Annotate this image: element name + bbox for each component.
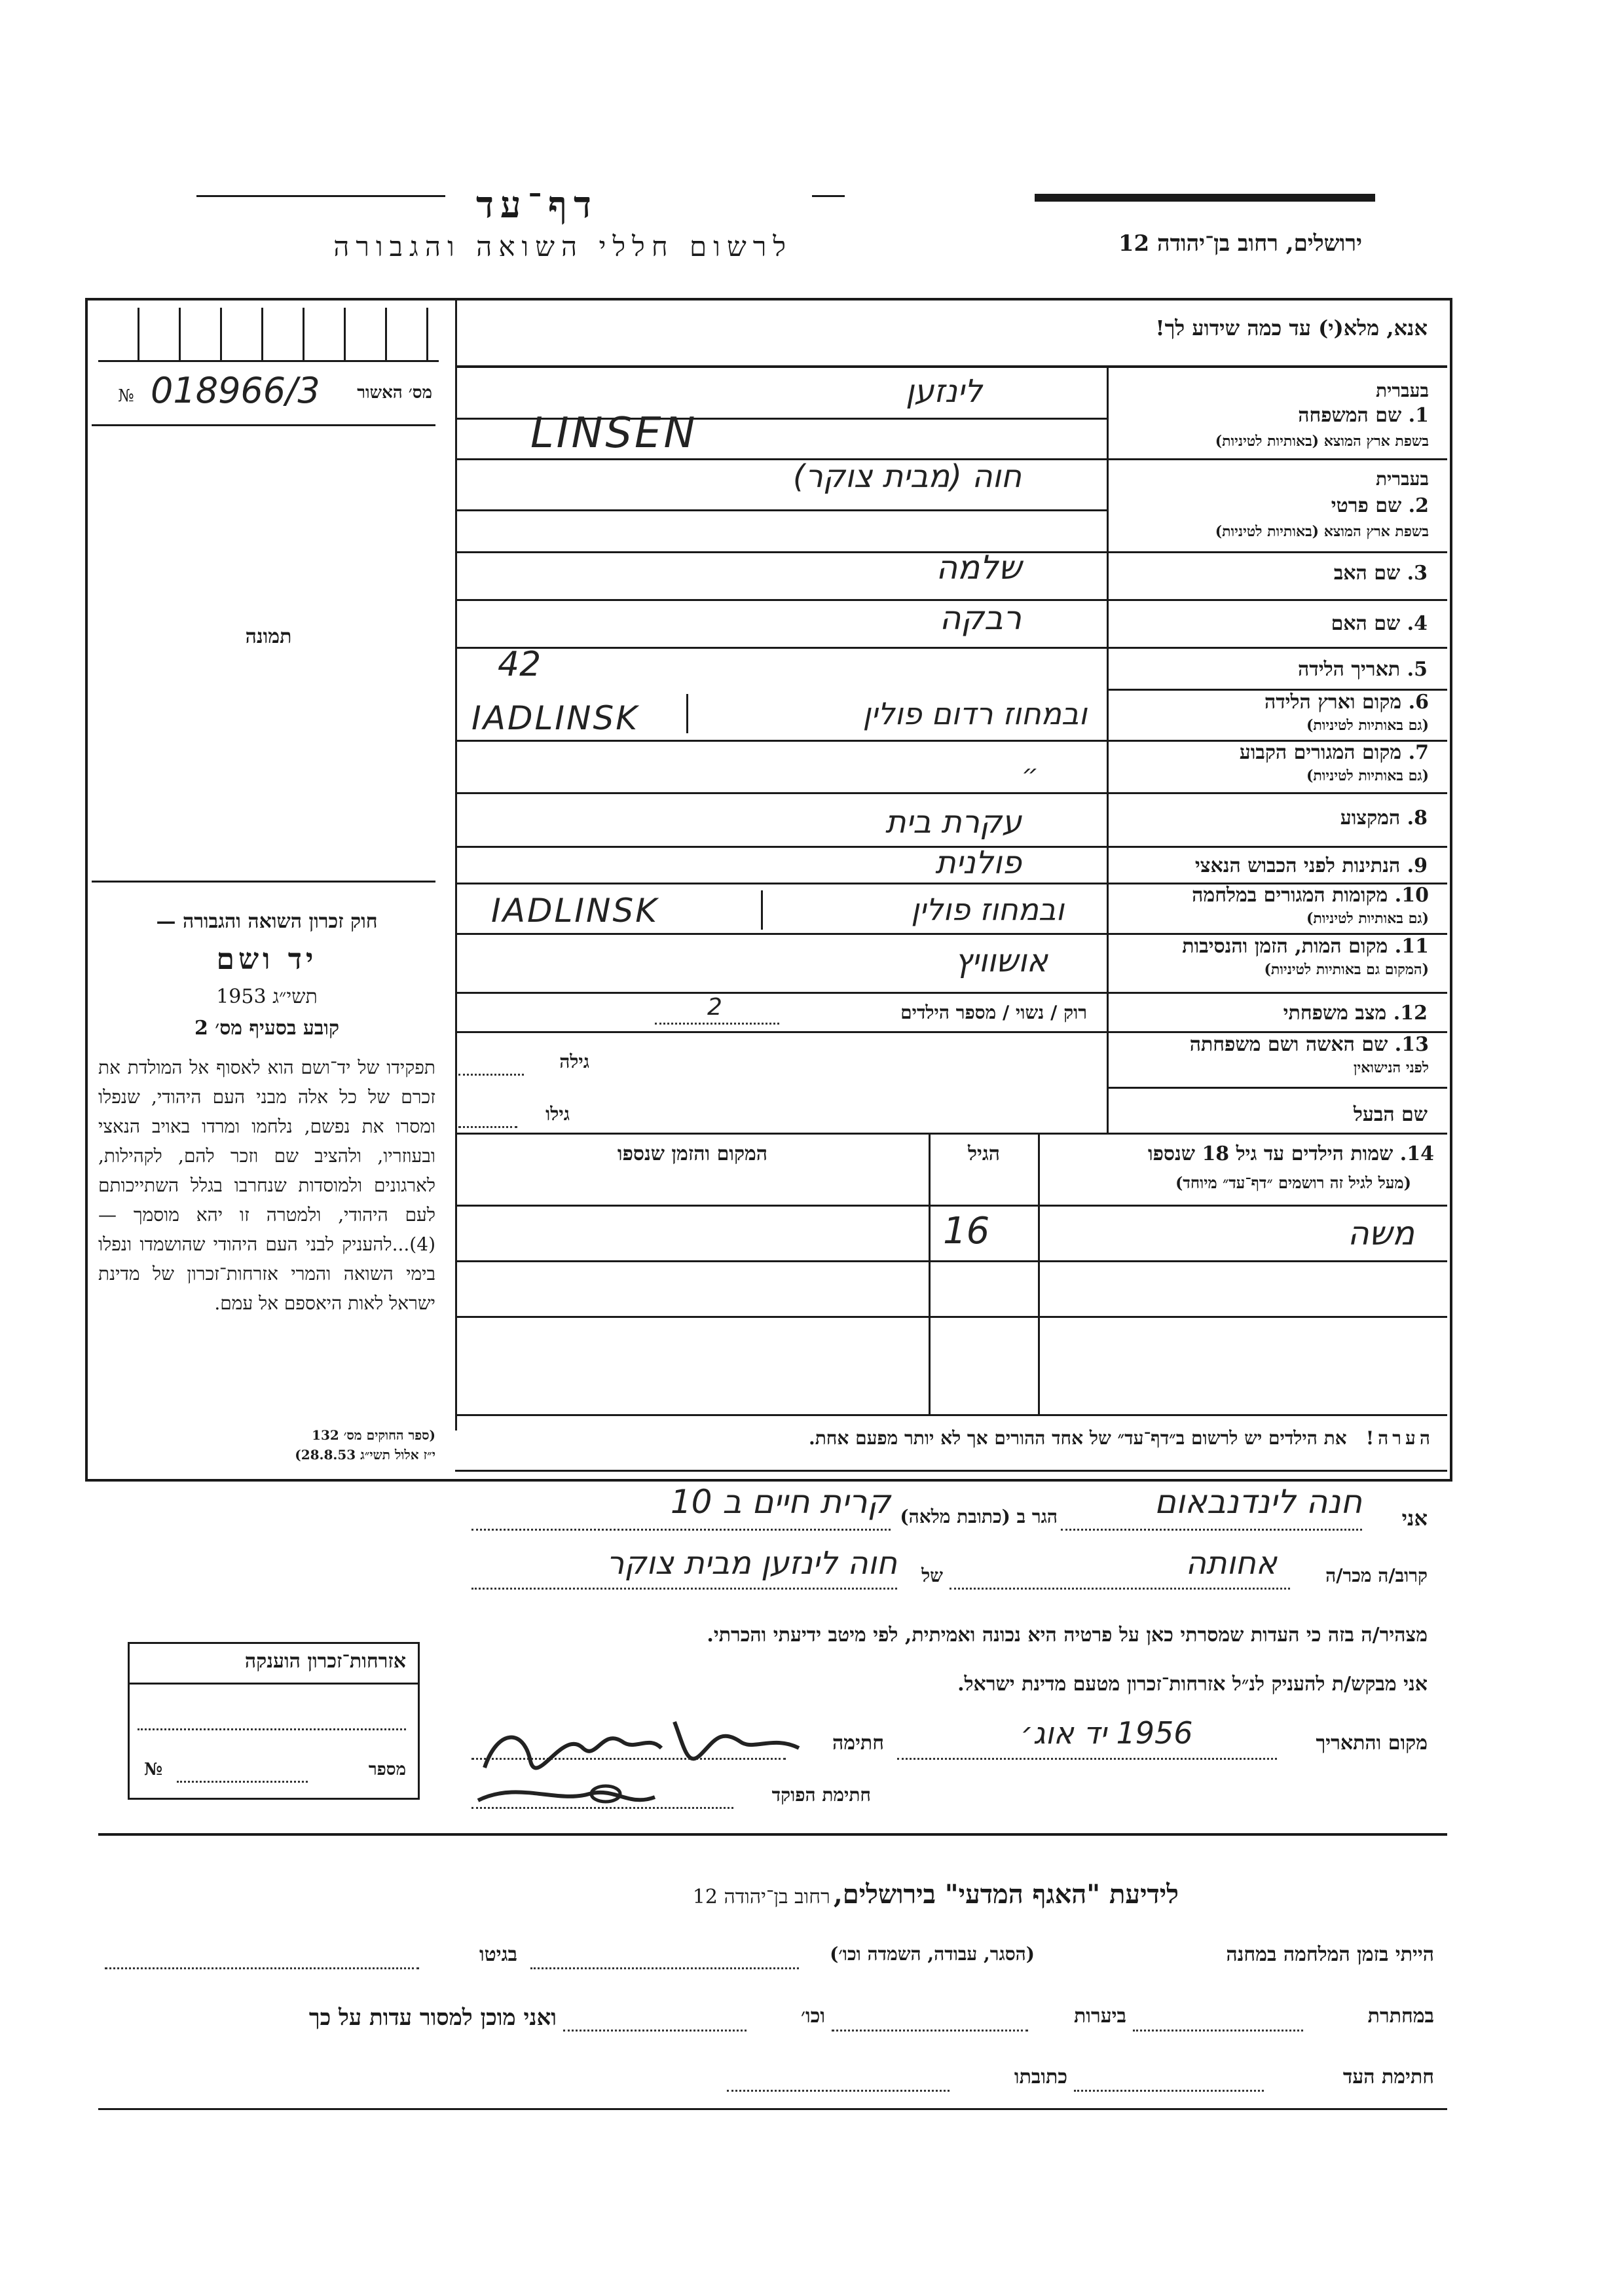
children-row-1-bottom (455, 1260, 1447, 1262)
footer-witness-signature-line (1074, 2090, 1264, 2092)
field-7-latin-label: (גם באותיות לטיניות) (1306, 767, 1429, 784)
field-13-sub-label: לפני הנישואין (1353, 1059, 1429, 1076)
field-7-num: 7. (1408, 741, 1429, 764)
footer-witness-address-label: כתובתו (1014, 2066, 1067, 2088)
field-1-hebrew-label: בעברית (1375, 380, 1429, 401)
family-name-hebrew[interactable]: לינזען (906, 373, 982, 410)
birth-place-divider (686, 694, 688, 733)
field-1-latin-label: בשפת ארץ המוצא (באותיות לטיניות) (1215, 433, 1429, 450)
field-5-num: 5. (1407, 658, 1428, 681)
field-2-latin-label: בשפת ארץ המוצא (באותיות לטיניות) (1215, 523, 1429, 540)
footer-camp-label: הייתי בזמן המלחמה במחנה (1226, 1943, 1434, 1966)
declarant-address[interactable]: קרית חיים ב 10 (670, 1483, 891, 1521)
left-panel-tick-boxes (98, 308, 439, 362)
row-13-bottom (1107, 1087, 1447, 1089)
law-year: תשי״ג 1953 (216, 985, 318, 1008)
children-header-text: שמות הילדים עד גיל 18 שנספו (1147, 1142, 1393, 1165)
field-husband-name: שם הבעל (1353, 1103, 1428, 1126)
photo-label: תמונה (245, 625, 292, 648)
children-row-2-bottom (455, 1316, 1447, 1318)
title-rule-left (196, 195, 445, 197)
row-11-bottom (455, 992, 1447, 994)
occupation-value[interactable]: עקרת בית (885, 804, 1022, 841)
citizenship-box-line-1 (138, 1728, 406, 1730)
field-11-label: מקום המות, הזמן והנסיבות (1182, 935, 1388, 958)
field-4-num: 4. (1407, 612, 1428, 635)
relation-line (950, 1588, 1290, 1590)
marital-status-options: רוק / נשוי / מספר הילדים (900, 1002, 1087, 1023)
citizenship-box-title: אזרחות־זכרון הוענקה (244, 1650, 406, 1673)
law-ref-1: (ספר החוקים מס׳ 132 (312, 1427, 435, 1443)
of-name-line (471, 1588, 897, 1590)
footer-etc-label: וכו׳ (801, 2005, 825, 2028)
field-2-hebrew-label: בעברית (1375, 468, 1429, 490)
field-8-num: 8. (1407, 807, 1428, 829)
form-subtitle: לרשום חללי השואה והגבורה (333, 230, 792, 263)
field-6-label: מקום וארץ הלידה (1264, 691, 1402, 714)
children-col-divider-2 (1038, 1133, 1040, 1414)
field-10-label: מקומות המגורים במלחמה (1192, 884, 1388, 907)
relation-value[interactable]: אחותה (1185, 1545, 1277, 1582)
field-1-label: שם המשפחה (1298, 404, 1402, 427)
field-family-name (1113, 376, 1434, 455)
field-death (1113, 935, 1434, 981)
footer-top-rule (98, 1833, 1447, 1836)
footer-willing-label: ואני מוכן למסור עדות על כך (308, 2005, 557, 2031)
field-9-num: 9. (1407, 854, 1428, 877)
field-13-num: 13. (1394, 1033, 1429, 1056)
citizenship-value[interactable]: פולנית (935, 845, 1022, 881)
footer-header (458, 1879, 1179, 1910)
footer-title: לידיעת "האגף המדעי" בירושלים, (833, 1879, 1179, 1910)
citizenship-box-rule (128, 1683, 418, 1685)
citizenship-box-line-2 (177, 1781, 308, 1783)
approval-label: מס׳ האשור (357, 383, 432, 403)
husband-age-label: גילו (545, 1103, 570, 1125)
husband-age-line (458, 1126, 517, 1128)
wartime-residence-latin[interactable]: IADLINSK (491, 892, 659, 930)
field-3-num: 3. (1407, 562, 1428, 585)
declarant-name-line (1061, 1529, 1362, 1531)
wife-age-line (458, 1074, 524, 1076)
place-date-label: מקום והתאריך (1316, 1732, 1428, 1755)
father-name-value[interactable]: שלמה (936, 549, 1022, 587)
footer-bottom-rule (98, 2108, 1447, 2110)
footer-address: רחוב בן־יהודה 12 (692, 1886, 830, 1908)
signature-label: חתימה (832, 1732, 884, 1755)
field-birth-date (1113, 658, 1428, 681)
official-signature-label: חתימת הפוקד (771, 1784, 871, 1806)
row-7-bottom (455, 792, 1447, 794)
field-father-name (1113, 562, 1428, 585)
birth-place-hebrew[interactable]: ובמחוז רדום פולין (862, 696, 1087, 731)
photo-bottom-rule (92, 881, 435, 883)
birth-place-latin[interactable]: IADLINSK (471, 699, 639, 737)
intro-rule (455, 365, 1447, 368)
declarant-address-line (471, 1529, 891, 1531)
field-first-name (1113, 468, 1434, 547)
footer-ghetto-line (105, 1967, 419, 1969)
field-10-num: 10. (1394, 884, 1429, 907)
children-col-divider-1 (929, 1133, 931, 1414)
field-11-num: 11. (1394, 935, 1429, 958)
children-count-line (655, 1023, 779, 1025)
remark-label: הערה! (1365, 1427, 1434, 1449)
row-husband-bottom (455, 1133, 1447, 1135)
field-citizenship (1113, 854, 1428, 877)
children-note: (מעל לגיל זה רושמים ״דף־עד״ מיוחד) (1175, 1173, 1411, 1192)
field-13-label: שם האשה ושם משפחתה (1189, 1033, 1388, 1056)
field-14-num: 14. (1399, 1142, 1434, 1165)
law-title: חוק זכרון השואה והגבורה — (156, 910, 378, 933)
law-ref-2: י״ז אלול תשי״ג 28.8.53) (295, 1447, 435, 1463)
approval-number[interactable]: 018966/3 (151, 370, 320, 411)
residence-value[interactable]: ״ (1022, 759, 1039, 790)
children-header-bottom (455, 1205, 1447, 1207)
field-marital-status (1113, 1002, 1428, 1025)
title-rule-thick (1035, 194, 1375, 202)
field-1-num: 1. (1408, 404, 1429, 427)
birth-date-value[interactable]: 42 (498, 645, 542, 684)
table-row[interactable]: 16 (943, 1210, 990, 1252)
field-wartime-residence (1113, 884, 1434, 930)
citizenship-number-label: מספר (368, 1760, 406, 1779)
field-11-latin-label: (המקום גם באותיות לטיניות) (1264, 961, 1429, 978)
declarant-name[interactable]: חנה לינדנבאום (1154, 1483, 1362, 1521)
label-column-divider (1107, 367, 1109, 1133)
approval-prefix: № (118, 386, 134, 406)
remark (465, 1427, 1434, 1449)
family-name-latin[interactable]: LINSEN (530, 409, 698, 458)
field-2-label: שם פרטי (1331, 494, 1402, 517)
first-name-hebrew[interactable]: חוה (מבית צוקר) (792, 458, 1022, 495)
footer-witness-address-line (727, 2090, 950, 2092)
of-label: של (921, 1565, 943, 1586)
footer-underground-line (1133, 2030, 1303, 2032)
field-6-latin-label: (גם באותיות לטיניות) (1306, 717, 1429, 734)
footer-camp-types: (הסגר, עבודה, השמדה וכו׳) (830, 1943, 1035, 1965)
of-name-value[interactable]: חוה לינזען מבית צוקר (606, 1545, 897, 1582)
table-row[interactable]: משה (1347, 1214, 1414, 1252)
footer-forests-line (832, 2030, 1028, 2032)
row-4-bottom (455, 647, 1447, 649)
children-col-place: המקום והזמן שנספו (617, 1142, 768, 1165)
field-birth-place (1113, 691, 1434, 737)
footer-etc-line (563, 2030, 747, 2032)
field-4-label: שם האם (1331, 612, 1401, 635)
remark-text: את הילדים יש לרשום ב״דף־עד״ של אחד ההורים אך לא יותר מפעם אחת. (808, 1427, 1347, 1449)
statement-1: מצהיר/ה בזה כי העדות שמסרתי כאן על פרטיה היא נכונה ואמיתית, לפי מיטב ידיעתי והכרתי. (707, 1624, 1428, 1647)
field-8-label: המקצוע (1340, 807, 1401, 829)
handwritten-signature (458, 1689, 851, 1820)
statement-2: אני מבקש/ת להעניק לנ״ל אזרחות־זכרון מטעם מדינת ישראל. (957, 1673, 1428, 1696)
field-10-latin-label: (גם באותיות לטיניות) (1306, 910, 1429, 927)
field-6-num: 6. (1408, 691, 1429, 714)
field-wife-name (1113, 1033, 1434, 1079)
intro-instruction: אנא, מלא(י) עד כמה שידוע לך! (1155, 316, 1428, 340)
children-col-age: הגיל (967, 1142, 1001, 1165)
children-header (1044, 1142, 1434, 1165)
footer-ghetto-label: בגיטו (479, 1943, 517, 1966)
approval-rule (92, 424, 435, 426)
field-occupation (1113, 807, 1428, 829)
children-row-3-bottom (455, 1414, 1447, 1416)
field-2-num: 2. (1408, 494, 1429, 517)
date-line (897, 1758, 1277, 1760)
wartime-residence-hebrew[interactable]: ובמחוז פולין (911, 892, 1064, 927)
remark-bottom (455, 1470, 1447, 1472)
footer-witness-signature-label: חתימת העד (1342, 2066, 1434, 2088)
law-section: קובע בסעיף מס׳ 2 (194, 1017, 340, 1040)
death-place-value[interactable]: אושוויץ (955, 943, 1048, 979)
mother-name-value[interactable]: רבקה (939, 599, 1022, 637)
declaration-i: אני (1401, 1506, 1428, 1531)
form-title: דף־עד (475, 183, 598, 227)
row-2-split (455, 509, 1107, 511)
wife-age-label: גילה (559, 1051, 589, 1072)
field-3-label: שם האב (1333, 562, 1401, 585)
date-value[interactable]: 1956 יד אוג׳ (1020, 1715, 1193, 1751)
citizenship-number-prefix: № (144, 1760, 163, 1779)
resides-label: הגר ב (כתובת מלאה) (900, 1506, 1058, 1527)
field-residence (1113, 741, 1434, 787)
footer-camp-line (530, 1967, 799, 1969)
footer-underground-label: במחתרת (1367, 2005, 1434, 2028)
field-mother-name (1113, 612, 1428, 635)
relation-label: קרוב/ה מכר/ה (1325, 1565, 1428, 1586)
wartime-residence-divider (761, 890, 763, 930)
children-count-value[interactable]: 2 (707, 994, 722, 1021)
header-address: ירושלים, רחוב בן־יהודה 12 (1118, 230, 1362, 257)
field-5-label: תאריך הלידה (1298, 658, 1401, 681)
law-text: תפקידו של יד־ושם הוא לאסוף אל המולדת את זכרם של כל אלה מבני העם היהודי, שנפלו ומסרו את נפשם, נלחמו ומרדו באויב הנאצי ובעוזריו, ולהציב שם וזכר להם, לקהילות, לארגונים ולמוסדות שנחרבו בגלל השתייכותם לעם היהודי, ולמטרה זו יהא מוסמך — (4)...להעניק לבני העם היהודי שהושמדו ונפלו בימי השואה והמרי אזרחות־זכרון של מדינת ישראל לאות היאספם אל עמם. (98, 1057, 435, 1314)
field-12-num: 12. (1393, 1002, 1428, 1025)
footer-forests-label: ביערות (1073, 2005, 1126, 2028)
field-12-label: מצב משפחתי (1283, 1002, 1387, 1025)
law-name: יד ושם (216, 943, 318, 976)
field-7-label: מקום המגורים הקבוע (1239, 741, 1402, 764)
title-rule-short (812, 195, 845, 197)
field-9-label: הנתינות לפני הכבוש הנאצי (1194, 854, 1401, 877)
